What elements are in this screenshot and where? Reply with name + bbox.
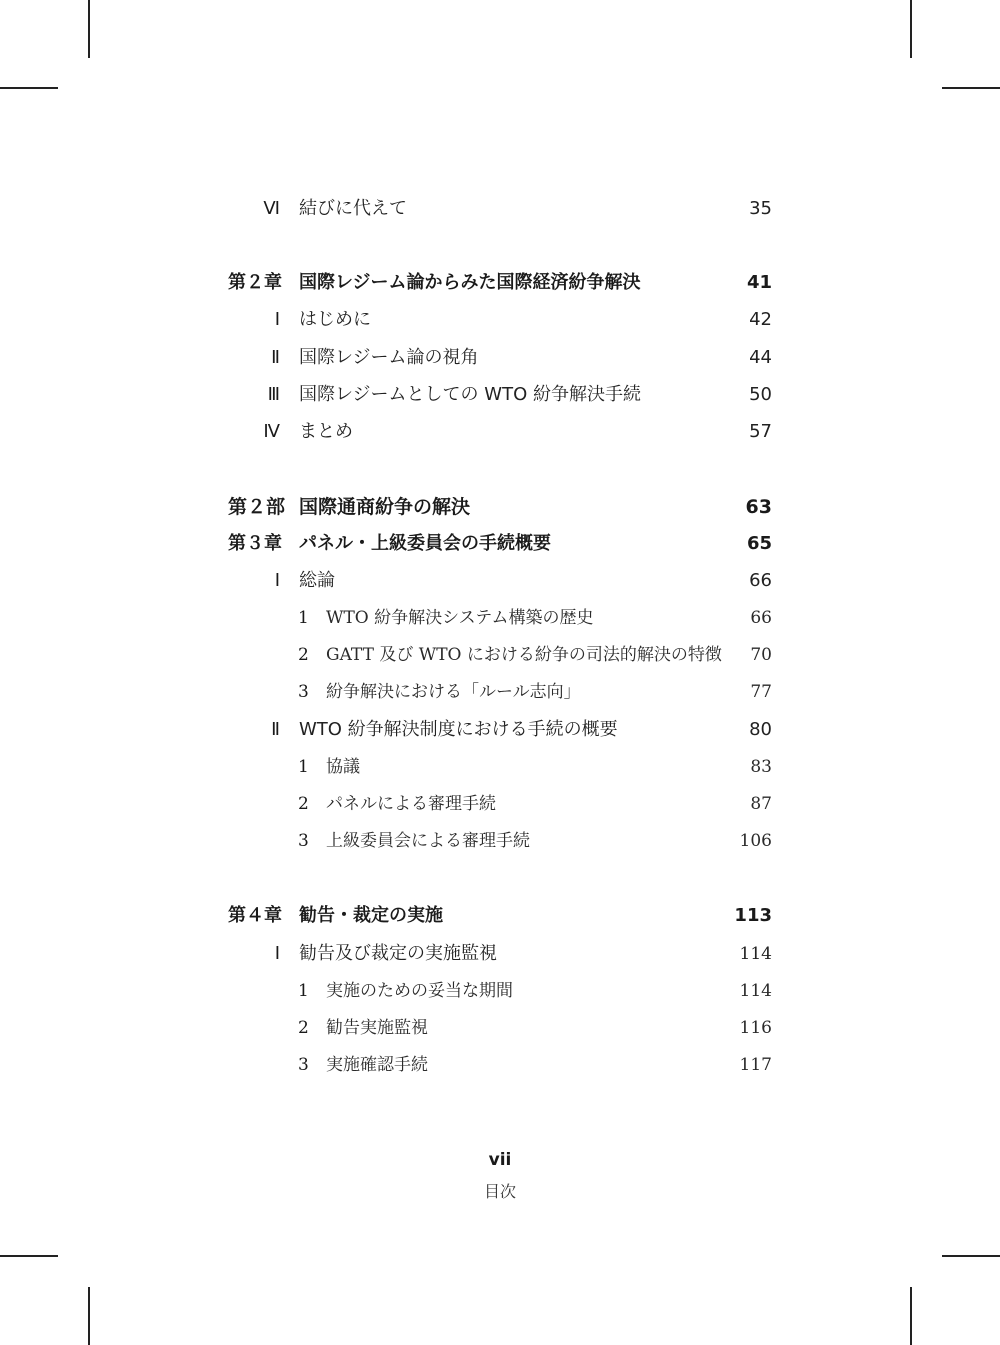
entry-label: 1 <box>298 981 309 1001</box>
entry-title: WTO 紛争解決制度における手続の概要 <box>299 719 618 740</box>
toc-entry-subsection <box>0 826 1000 856</box>
toc-entry-section <box>0 417 1000 447</box>
entry-title: 紛争解決における「ルール志向」 <box>326 682 581 702</box>
entry-title: はじめに <box>299 309 371 330</box>
entry-label: 第２部 <box>228 496 286 518</box>
entry-title: 国際レジームとしての WTO 紛争解決手続 <box>299 384 641 405</box>
entry-label: 2 <box>298 1018 309 1038</box>
toc-entry-section <box>0 194 1000 224</box>
entry-label: Ⅳ <box>263 421 280 442</box>
entry-page: 80 <box>749 719 772 740</box>
toc-entry-subsection <box>0 1013 1000 1043</box>
entry-title: 協議 <box>326 757 360 777</box>
crop-mark <box>0 1255 58 1257</box>
entry-page: 106 <box>739 831 772 851</box>
entry-page: 42 <box>749 309 772 330</box>
entry-page: 114 <box>739 944 772 964</box>
entry-title: 上級委員会による審理手続 <box>326 831 530 851</box>
entry-label: 2 <box>298 645 309 665</box>
toc-entry-subsection <box>0 603 1000 633</box>
toc-entry-chapter <box>0 529 1000 559</box>
toc-entry-subsection <box>0 789 1000 819</box>
entry-page: 57 <box>749 421 772 442</box>
entry-page: 70 <box>750 645 772 665</box>
entry-page: 113 <box>734 905 772 926</box>
entry-page: 35 <box>749 198 772 219</box>
entry-label: 3 <box>298 682 309 702</box>
entry-page: 116 <box>739 1018 772 1038</box>
entry-label: 1 <box>298 608 309 628</box>
entry-page: 63 <box>745 496 772 518</box>
running-head: 目次 <box>483 1182 516 1201</box>
entry-page: 41 <box>746 272 772 293</box>
entry-page: 114 <box>739 981 772 1001</box>
entry-title: パネルによる審理手続 <box>326 794 496 814</box>
entry-label: Ⅱ <box>271 719 280 740</box>
entry-title: 実施確認手続 <box>326 1055 428 1075</box>
toc-entry-section <box>0 715 1000 745</box>
entry-title: GATT 及び WTO における紛争の司法的解決の特徴 <box>326 645 722 665</box>
entry-page: 77 <box>750 682 772 702</box>
entry-title: 総論 <box>299 570 335 591</box>
crop-mark <box>942 1255 1000 1257</box>
entry-label: 1 <box>298 757 309 777</box>
entry-title: 結びに代えて <box>299 198 407 219</box>
crop-mark <box>88 1287 90 1345</box>
toc-entry-subsection <box>0 976 1000 1006</box>
toc-entry-section <box>0 380 1000 410</box>
toc-entry-subsection <box>0 640 1000 670</box>
entry-label: 第４章 <box>228 905 282 926</box>
entry-label: 2 <box>298 794 309 814</box>
entry-title: 国際レジーム論からみた国際経済紛争解決 <box>299 272 641 293</box>
entry-label: 3 <box>298 831 309 851</box>
entry-page: 50 <box>749 384 772 405</box>
page-number: vii <box>488 1150 512 1170</box>
toc-entry-chapter <box>0 268 1000 298</box>
entry-label: Ⅲ <box>267 384 280 405</box>
entry-page: 66 <box>749 570 772 591</box>
crop-mark <box>910 1287 912 1345</box>
toc-entry-chapter <box>0 901 1000 931</box>
entry-page: 65 <box>746 533 772 554</box>
entry-title: 勧告実施監視 <box>326 1018 428 1038</box>
entry-title: WTO 紛争解決システム構築の歴史 <box>326 608 594 628</box>
entry-label: Ⅰ <box>274 570 280 591</box>
crop-mark <box>910 0 912 58</box>
toc-entry-section <box>0 566 1000 596</box>
entry-page: 87 <box>750 794 772 814</box>
entry-label: 3 <box>298 1055 309 1075</box>
entry-label: Ⅵ <box>263 198 280 219</box>
entry-page: 83 <box>750 757 772 777</box>
entry-label: 第２章 <box>228 272 282 293</box>
entry-label: Ⅱ <box>271 347 280 368</box>
toc-entry-section <box>0 939 1000 969</box>
entry-title: まとめ <box>299 421 353 442</box>
entry-title: 国際レジーム論の視角 <box>299 347 479 368</box>
toc-entry-part <box>0 492 1000 522</box>
entry-title: 国際通商紛争の解決 <box>299 496 471 518</box>
entry-label: 第３章 <box>228 533 282 554</box>
crop-mark <box>0 87 58 89</box>
crop-mark <box>88 0 90 58</box>
toc-entry-subsection <box>0 752 1000 782</box>
entry-page: 44 <box>749 347 772 368</box>
entry-page: 66 <box>750 608 772 628</box>
entry-title: 実施のための妥当な期間 <box>326 981 513 1001</box>
toc-entry-section <box>0 305 1000 335</box>
toc-entry-section <box>0 343 1000 373</box>
entry-label: Ⅰ <box>274 309 280 330</box>
entry-label: Ⅰ <box>274 943 280 964</box>
entry-title: 勧告及び裁定の実施監視 <box>299 943 497 964</box>
toc-entry-subsection <box>0 677 1000 707</box>
toc-entry-subsection <box>0 1050 1000 1080</box>
entry-page: 117 <box>739 1055 772 1075</box>
entry-title: 勧告・裁定の実施 <box>299 905 443 926</box>
crop-mark <box>942 87 1000 89</box>
entry-title: パネル・上級委員会の手続概要 <box>299 533 551 554</box>
